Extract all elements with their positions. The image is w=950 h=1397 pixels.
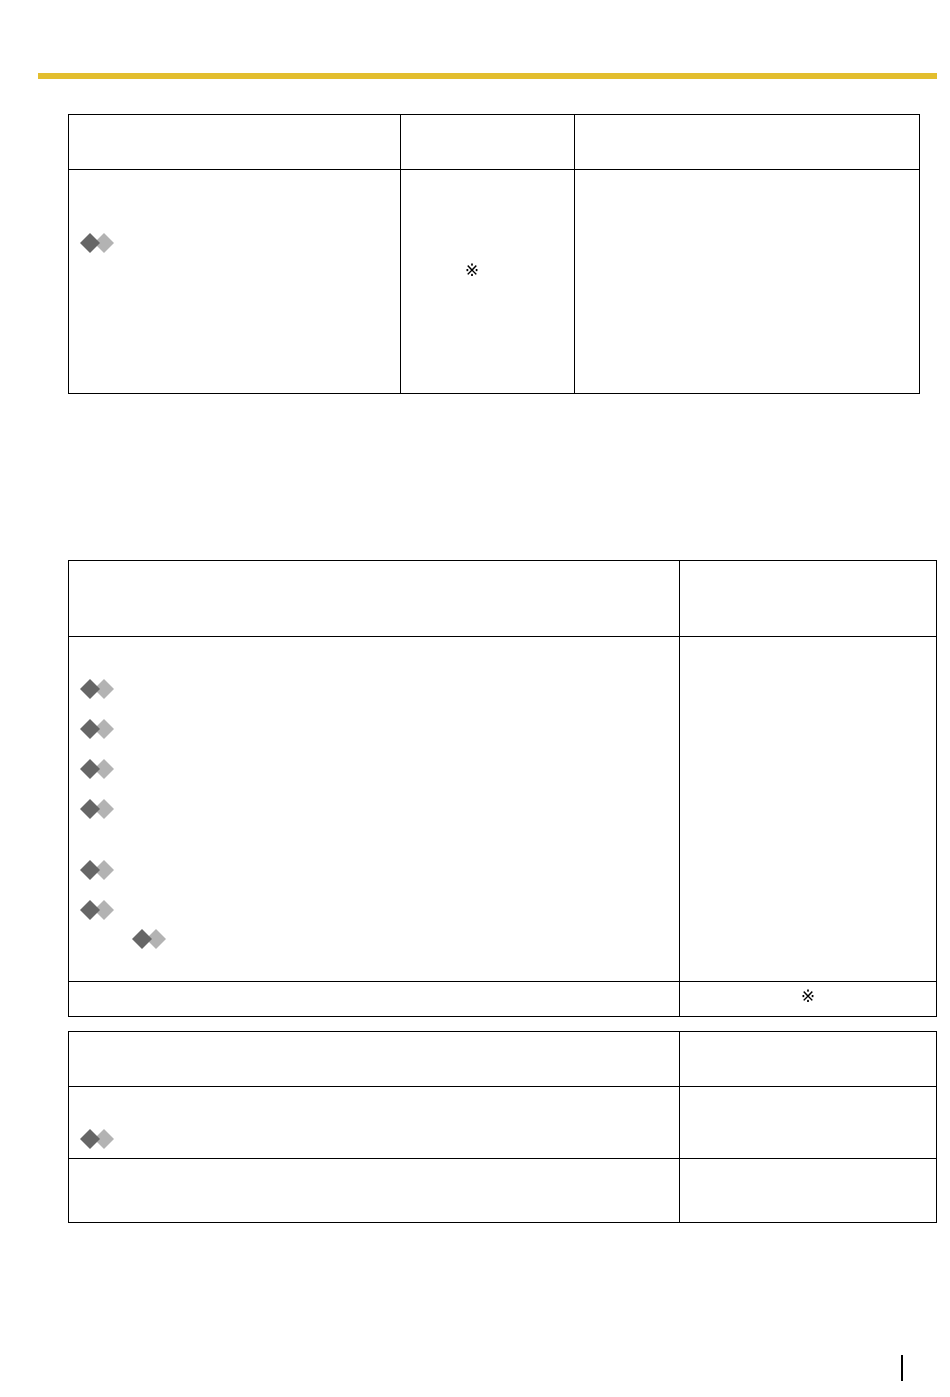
double-diamond-icon bbox=[80, 719, 114, 739]
asterisk-icon: ※ bbox=[800, 987, 816, 1007]
page-edge-marker bbox=[901, 1355, 903, 1381]
double-diamond-icon bbox=[80, 679, 114, 699]
header-rule bbox=[38, 73, 937, 79]
double-diamond-icon bbox=[80, 233, 114, 253]
double-diamond-icon bbox=[132, 929, 166, 949]
double-diamond-icon bbox=[80, 900, 114, 920]
asterisk-icon: ※ bbox=[464, 261, 480, 281]
double-diamond-icon bbox=[80, 860, 114, 880]
double-diamond-icon bbox=[80, 759, 114, 779]
double-diamond-icon bbox=[80, 1129, 114, 1149]
double-diamond-icon bbox=[80, 799, 114, 819]
